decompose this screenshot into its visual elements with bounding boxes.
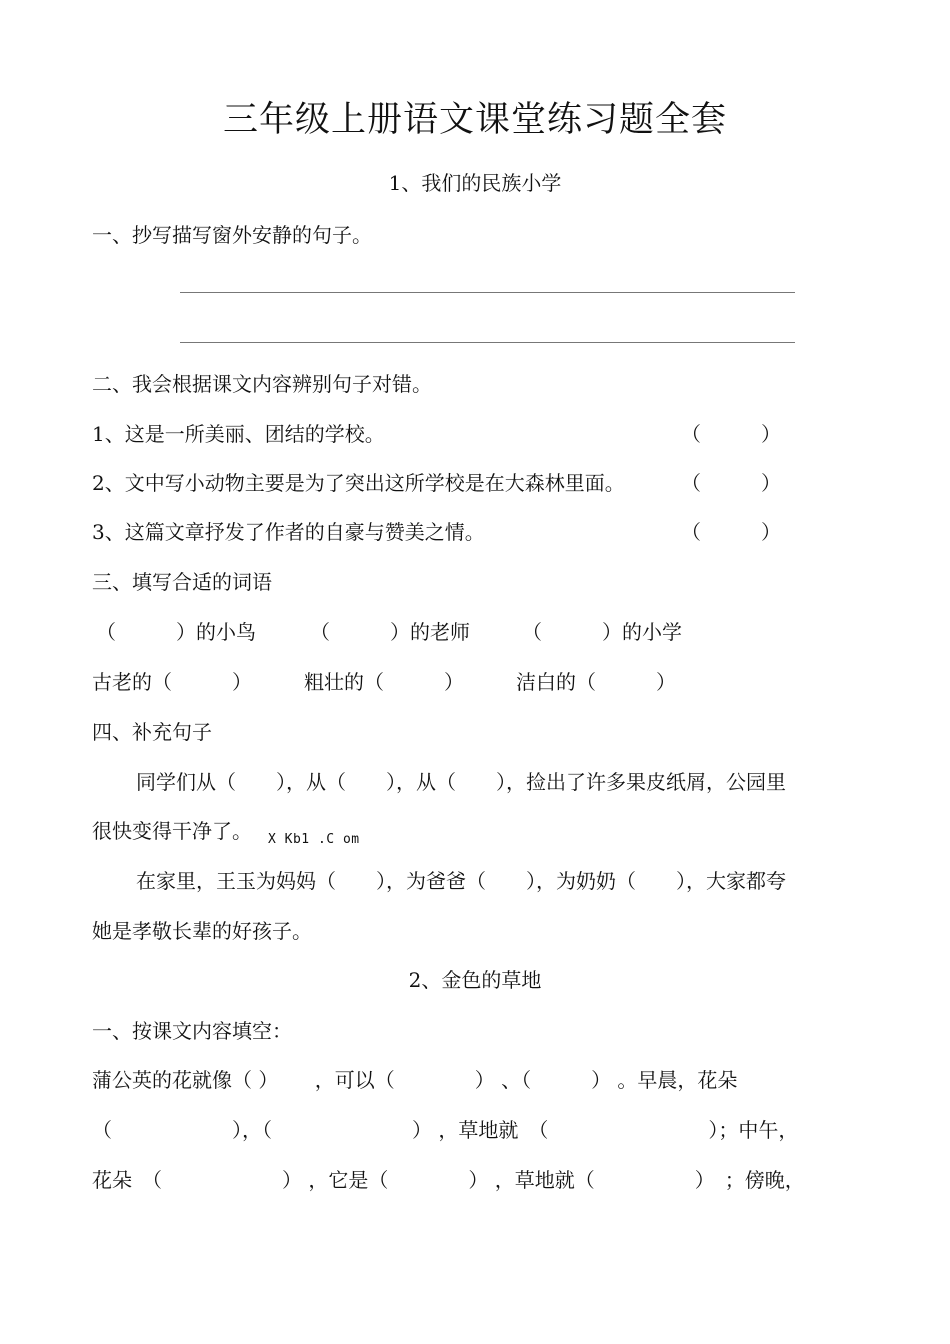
judge-item-3-text: 3、这篇文章抒发了作者的自豪与赞美之情。 bbox=[92, 520, 485, 544]
copy-answer-line-1[interactable] bbox=[180, 292, 795, 293]
sentence-2-line-1[interactable]: 在家里，王玉为妈妈（ ），为爸爸（ ），为奶奶（ ），大家都夸 bbox=[136, 869, 786, 893]
word-fill-1[interactable]: （ ）的小鸟 bbox=[96, 620, 256, 644]
document-title: 三年级上册语文课堂练习题全套 bbox=[222, 100, 727, 140]
word-fill-4[interactable]: 古老的（ ） bbox=[92, 670, 252, 694]
judge-item-1-answer[interactable]: （ ） bbox=[681, 422, 781, 446]
word-fill-5[interactable]: 粗壮的（ ） bbox=[304, 670, 464, 694]
lesson-2-part-1-label: 一、按课文内容填空： bbox=[92, 1019, 292, 1043]
sentence-1-line-2: 很快变得干净了。 bbox=[92, 819, 252, 843]
lesson-1-heading: 1、我们的民族小学 bbox=[388, 171, 562, 195]
fill-blank-line-3[interactable]: 花朵 （ ） ，它是（ ） ，草地就（ ） ；傍晚， bbox=[92, 1168, 805, 1192]
judge-item-2-answer[interactable]: （ ） bbox=[681, 471, 781, 495]
sentence-1-line-1[interactable]: 同学们从（ ），从（ ），从（ ），捡出了许多果皮纸屑，公园里 bbox=[136, 770, 786, 794]
word-fill-2[interactable]: （ ）的老师 bbox=[310, 620, 470, 644]
word-fill-6[interactable]: 洁白的（ ） bbox=[516, 670, 676, 694]
judge-item-1-text: 1、这是一所美丽、团结的学校。 bbox=[92, 422, 385, 446]
fill-blank-line-1[interactable]: 蒲公英的花就像（ ） ，可以（ ） 、（ ） 。早晨，花朵 bbox=[92, 1068, 738, 1092]
copy-answer-line-2[interactable] bbox=[180, 342, 795, 343]
judge-item-3-answer[interactable]: （ ） bbox=[681, 520, 781, 544]
lesson-2-heading: 2、金色的草地 bbox=[408, 968, 542, 992]
judge-item-2-text: 2、文中写小动物主要是为了突出这所学校是在大森林里面。 bbox=[92, 471, 625, 495]
sentence-2-line-2: 她是孝敬长辈的好孩子。 bbox=[92, 919, 312, 943]
lesson-1-part-4-label: 四、补充句子 bbox=[92, 720, 212, 744]
fill-blank-line-2[interactable]: （ ），（ ） ，草地就 （ ）；中午， bbox=[92, 1118, 799, 1142]
lesson-1-part-2-label: 二、我会根据课文内容辨别句子对错。 bbox=[92, 372, 432, 396]
lesson-1-part-3-label: 三、填写合适的词语 bbox=[92, 570, 272, 594]
watermark-text: X Kb1 .C om bbox=[268, 832, 360, 847]
word-fill-3[interactable]: （ ）的小学 bbox=[522, 620, 682, 644]
lesson-1-part-1-label: 一、抄写描写窗外安静的句子。 bbox=[92, 223, 372, 247]
